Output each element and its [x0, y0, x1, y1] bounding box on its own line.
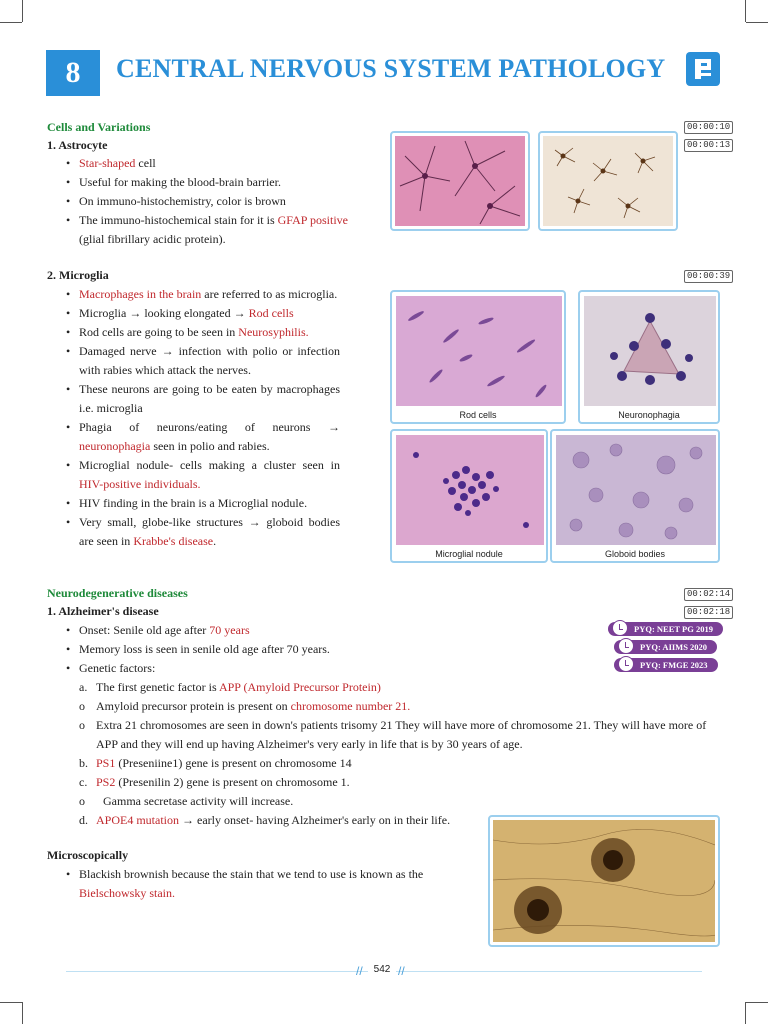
- video-timestamp[interactable]: 00:00:13: [684, 139, 733, 152]
- list-item: o Extra 21 chromosomes are seen in down's patients trisomy 21 They will have more of chromosome 21. They will have more of APP and they will end up having Alzheimer's very early in life that is by 30 years of age.: [79, 718, 707, 751]
- list-item: • Useful for making the blood-brain barrier.: [62, 173, 362, 192]
- microscopy-heading: Microscopically: [47, 848, 129, 862]
- bielschowsky-micrograph: [488, 815, 720, 947]
- alzheimers-heading: 1. Alzheimer's disease: [47, 604, 159, 618]
- astrocyte-micrograph-pink: [390, 131, 530, 231]
- microglia-bullets: [62, 285, 340, 551]
- brand-logo-icon: [686, 52, 720, 86]
- astrocyte-micrograph-brown: [538, 131, 678, 231]
- clock-icon: [612, 620, 628, 636]
- alzheimers-bullets: [62, 621, 582, 678]
- list-item: • These neurons are going to be eaten by macrophages i.e. microglia: [62, 380, 340, 418]
- crop-mark: [0, 22, 22, 23]
- section-heading-cells: Cells and Variations: [47, 120, 151, 134]
- chapter-number: 8: [46, 50, 100, 96]
- crop-mark: [746, 1002, 768, 1003]
- list-item: • Blackish brownish because the stain that we tend to use is known as the Bielschowsky stain.: [62, 865, 462, 903]
- figure-microglial-nodule: [390, 429, 548, 563]
- list-item: • The immuno-histochemical stain for it is GFAP positive (glial fibrillary acidic protein).: [62, 211, 362, 249]
- microscopy-bullets: [62, 865, 462, 903]
- video-timestamp[interactable]: 00:02:18: [684, 606, 733, 619]
- pyq-badge[interactable]: PYQ: FMGE 2023: [614, 658, 718, 672]
- list-item: o Amyloid precursor protein is present on chromosome number 21.: [79, 699, 411, 713]
- crop-mark: [746, 22, 768, 23]
- figure-neuronophagia: [578, 290, 720, 424]
- list-item: d. APOE4 mutation → early onset- having Alzheimer's early on in their life.: [79, 813, 451, 827]
- list-item: • Microglial nodule- cells making a cluster seen in HIV-positive individuals.: [62, 456, 340, 494]
- clock-icon: [618, 656, 634, 672]
- list-item: a. The first genetic factor is APP (Amyloid Precursor Protein): [79, 680, 381, 694]
- list-item: • Very small, globe-like structures → globoid bodies are seen in Krabbe's disease.: [62, 513, 340, 551]
- crop-mark: [745, 1002, 746, 1024]
- list-item: • Star-shaped cell: [62, 154, 362, 173]
- microglia-heading: 2. Microglia: [47, 268, 109, 282]
- footer-slash-icon: //: [398, 964, 405, 978]
- figure-rod-cells: [390, 290, 566, 424]
- crop-mark: [745, 0, 746, 22]
- list-item: • Microglia → looking elongated → Rod cells: [62, 304, 340, 323]
- list-item: • Phagia of neurons/eating of neurons → neuronophagia seen in polio and rabies.: [62, 418, 340, 456]
- crop-mark: [22, 0, 23, 22]
- list-item: b. PS1 (Preseniine1) gene is present on chromosome 14: [79, 756, 352, 770]
- figure-caption: Microglial nodule: [435, 549, 503, 559]
- figure-globoid-bodies: [550, 429, 720, 563]
- list-item: • Genetic factors:: [62, 659, 582, 678]
- video-timestamp[interactable]: 00:02:14: [684, 588, 733, 601]
- list-item: • Damaged nerve → infection with polio or infection with rabies which attack the nerves.: [62, 342, 340, 380]
- page-number: 542: [368, 964, 396, 975]
- video-timestamp[interactable]: 00:00:39: [684, 270, 733, 283]
- list-item: • Rod cells are going to be seen in Neurosyphilis.: [62, 323, 340, 342]
- figure-caption: Rod cells: [459, 410, 497, 420]
- video-timestamp[interactable]: 00:00:10: [684, 121, 733, 134]
- footer-slash-icon: //: [356, 964, 363, 978]
- clock-icon: [618, 638, 634, 654]
- list-item: • On immuno-histochemistry, color is brown: [62, 192, 362, 211]
- list-item: c. PS2 (Presenilin 2) gene is present on chromosome 1.: [79, 775, 350, 789]
- list-item: • Memory loss is seen in senile old age after 70 years.: [62, 640, 582, 659]
- chapter-title: CENTRAL NERVOUS SYSTEM PATHOLOGY: [116, 54, 666, 83]
- figure-caption: Neuronophagia: [618, 410, 680, 420]
- crop-mark: [22, 1002, 23, 1024]
- astrocyte-heading: 1. Astrocyte: [47, 138, 108, 152]
- figure-caption: Globoid bodies: [604, 549, 666, 559]
- list-item: • Onset: Senile old age after 70 years: [62, 621, 582, 640]
- section-heading-neuro: Neurodegenerative diseases: [47, 586, 188, 600]
- crop-mark: [0, 1002, 22, 1003]
- astrocyte-bullets: [62, 154, 362, 249]
- list-item: o Gamma secretase activity will increase.: [79, 794, 294, 808]
- list-item: • HIV finding in the brain is a Microglial nodule.: [62, 494, 340, 513]
- list-item: • Macrophages in the brain are referred to as microglia.: [62, 285, 340, 304]
- pyq-badge[interactable]: PYQ: AIIMS 2020: [614, 640, 717, 654]
- pyq-badge[interactable]: PYQ: NEET PG 2019: [608, 622, 723, 636]
